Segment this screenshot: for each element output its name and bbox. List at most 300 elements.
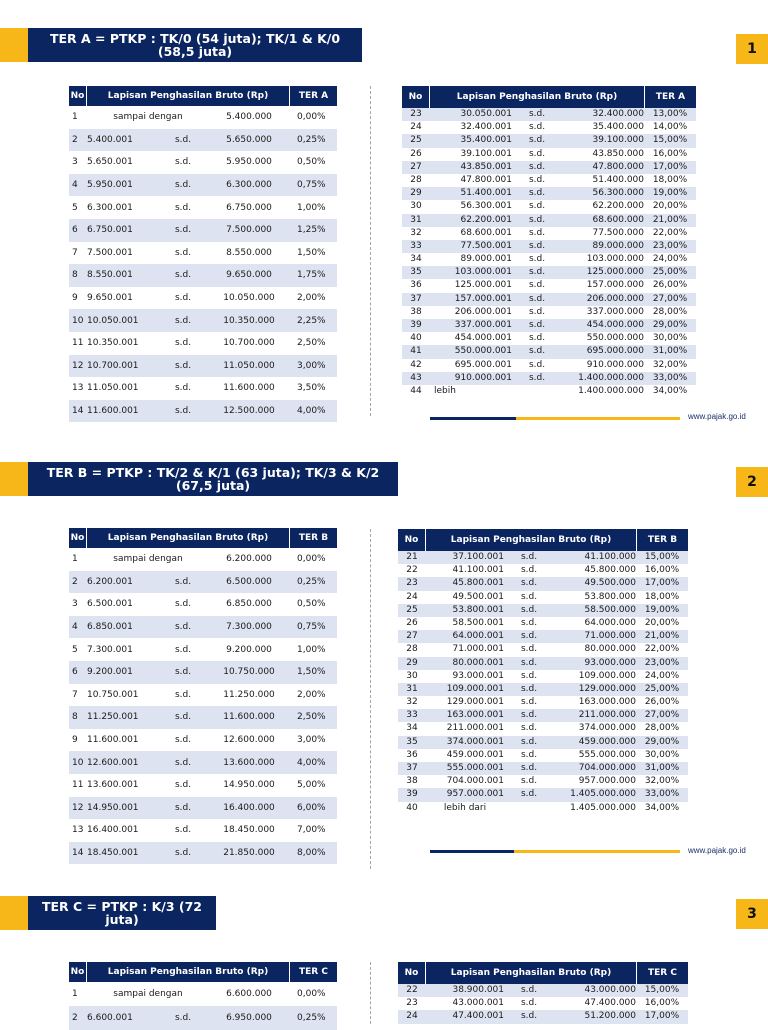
- header-range: Lapisan Penghasilan Bruto (Rp): [107, 533, 269, 543]
- row-rate: 18,00%: [644, 591, 680, 602]
- row-no: 13: [72, 383, 84, 394]
- header-no: No: [69, 86, 87, 106]
- row-from: 10.050.001: [87, 315, 139, 326]
- row-rate: 0,00%: [297, 989, 326, 999]
- row-no: 5: [72, 202, 78, 213]
- row-from: 64.000.001: [452, 631, 504, 642]
- row-to: 454.000.000: [586, 320, 644, 330]
- row-sd: s.d.: [528, 346, 546, 357]
- row-from: 6.300.001: [87, 202, 133, 213]
- row-sd: s.d.: [520, 736, 538, 747]
- header-range: Lapisan Penghasilan Bruto (Rp): [456, 92, 618, 102]
- row-from: 47.800.001: [460, 174, 512, 185]
- row-rate: 25,00%: [644, 683, 680, 694]
- row-no: 7: [72, 689, 78, 700]
- row-to: 47.800.000: [592, 161, 644, 172]
- row-from: 93.000.001: [452, 670, 504, 681]
- row-rate: 26,00%: [644, 697, 680, 708]
- row-no: 43: [410, 372, 422, 383]
- row-to: 41.100.000: [584, 552, 636, 562]
- row-from: 14.950.001: [87, 802, 139, 813]
- row-from: 11.250.001: [87, 712, 139, 723]
- row-rate: 0,00%: [297, 554, 326, 565]
- row-no: 1: [72, 989, 78, 999]
- row-from: 35.400.001: [460, 135, 512, 146]
- row-no: 32: [410, 227, 422, 238]
- row-no: 12: [72, 802, 84, 813]
- row-from: 49.500.001: [452, 591, 504, 602]
- ter-a-table-right: [402, 86, 696, 398]
- row-no: 28: [410, 174, 422, 185]
- row-from: 51.400.001: [460, 188, 512, 199]
- row-to: 49.500.000: [584, 578, 636, 589]
- row-sd: s.d.: [174, 383, 192, 394]
- row-from: 32.400.001: [460, 122, 512, 133]
- row-from: 89.000.001: [460, 254, 512, 265]
- row-to: 68.600.000: [592, 214, 644, 225]
- section-b-title: [28, 462, 398, 496]
- row-to: 6.600.000: [226, 989, 272, 999]
- row-to: 11.600.000: [223, 383, 275, 394]
- row-from: 555.000.001: [446, 763, 504, 773]
- row-no: 9: [72, 735, 78, 746]
- row-to: 109.000.000: [578, 670, 636, 681]
- row-sd: s.d.: [174, 735, 192, 746]
- row-from: 43.000.001: [452, 998, 504, 1009]
- section-a-footer-line-navy: [430, 417, 516, 420]
- row-from: 37.100.001: [452, 552, 504, 562]
- row-from: 6.200.001: [87, 576, 133, 587]
- row-rate: 24,00%: [652, 254, 688, 265]
- section-a-accent-bar: [0, 28, 28, 62]
- row-no: 23: [410, 109, 422, 119]
- row-rate: 2,00%: [297, 293, 326, 304]
- row-no: 40: [406, 802, 418, 813]
- row-rate: 4,00%: [297, 757, 326, 768]
- row-sd: s.d.: [520, 578, 538, 589]
- table-row: [69, 548, 337, 571]
- ter-b-table-left: [69, 528, 337, 864]
- row-sd: s.d.: [520, 723, 538, 734]
- section-a-divider: [370, 86, 371, 416]
- row-from: 62.200.001: [460, 214, 512, 225]
- section-a-footer-line-yellow: [516, 417, 680, 420]
- row-sd: s.d.: [520, 749, 538, 760]
- row-to: 103.000.000: [586, 254, 644, 265]
- row-from: 6.600.001: [87, 1013, 133, 1023]
- row-rate: 4,00%: [297, 406, 326, 417]
- row-rate: 19,00%: [644, 604, 680, 615]
- row-no: 3: [72, 157, 78, 168]
- row-sd: s.d.: [174, 802, 192, 813]
- row-to: 12.600.000: [223, 735, 275, 746]
- row-from: 695.000.001: [454, 359, 512, 370]
- header-ter: TER B: [289, 528, 337, 548]
- row-to: 56.300.000: [592, 188, 644, 199]
- row-to: 58.500.000: [584, 604, 636, 615]
- table-row: [398, 630, 688, 643]
- row-rate: 25,00%: [652, 267, 688, 278]
- table-row: [69, 616, 337, 639]
- row-sd: s.d.: [528, 320, 546, 330]
- row-rate: 34,00%: [652, 385, 688, 396]
- table-row: [69, 242, 337, 265]
- row-from: 10.700.001: [87, 360, 139, 371]
- row-from: 9.200.001: [87, 667, 133, 678]
- row-from: 550.000.001: [454, 346, 512, 357]
- table-row: [69, 196, 337, 219]
- row-sd: s.d.: [528, 293, 546, 304]
- row-no: 41: [410, 346, 422, 357]
- table-row: [402, 108, 696, 121]
- row-to: 5.950.000: [226, 157, 272, 168]
- row-no: 10: [72, 757, 84, 768]
- row-from: 8.550.001: [87, 270, 133, 281]
- row-to: 53.800.000: [584, 591, 636, 602]
- section-c-title: [28, 896, 216, 930]
- row-range-text: sampai dengan: [113, 989, 183, 999]
- row-sd: s.d.: [174, 180, 192, 191]
- row-to: 163.000.000: [578, 697, 636, 708]
- row-no: 23: [406, 578, 418, 589]
- table-row: [69, 264, 337, 287]
- row-from: 163.000.001: [446, 710, 504, 721]
- row-rate: 1,00%: [297, 202, 326, 213]
- table-row: [69, 819, 337, 842]
- row-rate: 0,25%: [297, 134, 326, 145]
- header-ter: TER C: [289, 962, 337, 982]
- row-to: 9.650.000: [226, 270, 272, 281]
- table-row: [402, 385, 696, 398]
- row-to: 6.500.000: [226, 576, 272, 587]
- row-rate: 5,00%: [297, 780, 326, 791]
- row-no: 35: [410, 267, 422, 278]
- table-row: [69, 593, 337, 616]
- row-from: lebih dari: [443, 802, 487, 813]
- table-row: [402, 200, 696, 213]
- row-no: 12: [72, 360, 84, 371]
- table-row: [402, 266, 696, 279]
- table-header: [398, 962, 688, 984]
- row-sd: s.d.: [174, 406, 192, 417]
- row-no: 24: [406, 1011, 418, 1022]
- row-no: 2: [72, 576, 78, 587]
- row-to: 211.000.000: [578, 710, 636, 721]
- row-from: 53.800.001: [452, 604, 504, 615]
- row-no: 39: [406, 789, 418, 800]
- header-range: Lapisan Penghasilan Bruto (Rp): [107, 967, 269, 977]
- row-no: 42: [410, 359, 422, 370]
- table-row: [402, 161, 696, 174]
- row-no: 24: [406, 591, 418, 602]
- row-rate: 32,00%: [652, 359, 688, 370]
- row-no: 9: [72, 293, 78, 304]
- table-row: [398, 604, 688, 617]
- table-row: [69, 151, 337, 174]
- section-a-website: www.pajak.go.id: [688, 412, 746, 421]
- row-from: 58.500.001: [452, 617, 504, 628]
- row-rate: 30,00%: [644, 749, 680, 760]
- row-sd: s.d.: [174, 712, 192, 723]
- row-no: 28: [406, 644, 418, 655]
- row-no: 38: [410, 306, 422, 317]
- header-range: Lapisan Penghasilan Bruto (Rp): [107, 91, 269, 101]
- row-rate: 16,00%: [644, 565, 680, 576]
- table-row: [402, 227, 696, 240]
- table-row: [398, 775, 688, 788]
- row-to: 1.405.000.000: [570, 789, 636, 800]
- header-ter: TER A: [289, 86, 337, 106]
- header-ter: TER B: [636, 529, 688, 551]
- row-sd: s.d.: [528, 122, 546, 133]
- row-sd: s.d.: [520, 670, 538, 681]
- table-row: [398, 709, 688, 722]
- row-no: 14: [72, 848, 84, 859]
- row-from: 12.600.001: [87, 757, 139, 768]
- row-sd: s.d.: [528, 148, 546, 159]
- row-sd: s.d.: [528, 280, 546, 291]
- row-sd: s.d.: [528, 201, 546, 212]
- row-no: 33: [406, 710, 418, 721]
- row-rate: 30,00%: [652, 333, 688, 344]
- row-from: 125.000.001: [454, 280, 512, 291]
- row-sd: s.d.: [528, 161, 546, 172]
- row-to: 7.500.000: [226, 225, 272, 236]
- row-to: 14.950.000: [223, 780, 275, 791]
- table-row: [69, 706, 337, 729]
- row-rate: 17,00%: [644, 578, 680, 589]
- row-rate: 2,50%: [297, 338, 326, 349]
- section-b-title-line1: TER B = PTKP : TK/2 & K/1 (63 juta); TK/3 & K/2: [46, 465, 380, 480]
- row-from: 6.850.001: [87, 622, 133, 633]
- section-b-number-badge: 2: [736, 467, 768, 497]
- row-sd: s.d.: [174, 667, 192, 678]
- row-to: 10.350.000: [223, 315, 275, 326]
- table-row: [402, 187, 696, 200]
- row-rate: 29,00%: [644, 736, 680, 747]
- row-from: 459.000.001: [446, 749, 504, 760]
- row-rate: 14,00%: [652, 122, 688, 133]
- table-row: [69, 684, 337, 707]
- row-no: 35: [406, 736, 418, 747]
- table-row: [69, 129, 337, 152]
- row-rate: 20,00%: [652, 201, 688, 212]
- row-rate: 19,00%: [652, 188, 688, 199]
- row-rate: 2,00%: [297, 689, 326, 700]
- row-to: 16.400.000: [223, 802, 275, 813]
- row-from: 43.850.001: [460, 161, 512, 172]
- row-to: 77.500.000: [592, 227, 644, 238]
- table-row: [69, 219, 337, 242]
- row-no: 36: [410, 280, 422, 291]
- row-sd: s.d.: [528, 306, 546, 317]
- row-to: 51.400.000: [592, 174, 644, 185]
- row-no: 39: [410, 320, 422, 330]
- row-to: 47.400.000: [584, 998, 636, 1009]
- row-no: 31: [406, 683, 418, 694]
- row-no: 44: [410, 385, 422, 396]
- row-rate: 27,00%: [644, 710, 680, 721]
- table-row: [69, 774, 337, 797]
- row-from: 957.000.001: [446, 789, 504, 800]
- row-no: 33: [410, 240, 422, 251]
- table-row: [69, 571, 337, 594]
- row-rate: 28,00%: [652, 306, 688, 317]
- row-from: 7.300.001: [87, 644, 133, 655]
- row-no: 4: [72, 622, 78, 633]
- table-row: [69, 332, 337, 355]
- row-to: 39.100.000: [592, 135, 644, 146]
- table-row: [69, 355, 337, 378]
- row-sd: s.d.: [174, 225, 192, 236]
- table-row: [402, 279, 696, 292]
- row-no: 23: [406, 998, 418, 1009]
- row-to: 10.750.000: [223, 667, 275, 678]
- row-from: 47.400.001: [452, 1011, 504, 1022]
- table-row: [69, 797, 337, 820]
- row-to: 704.000.000: [578, 763, 636, 773]
- row-no: 38: [406, 776, 418, 787]
- section-b-website: www.pajak.go.id: [688, 846, 746, 855]
- row-rate: 6,00%: [297, 802, 326, 813]
- row-sd: s.d.: [520, 710, 538, 721]
- row-sd: s.d.: [174, 360, 192, 371]
- row-to: 7.300.000: [226, 622, 272, 633]
- row-sd: s.d.: [520, 644, 538, 655]
- row-no: 6: [72, 225, 78, 236]
- row-from: 39.100.001: [460, 148, 512, 159]
- row-no: 37: [406, 763, 418, 773]
- row-no: 13: [72, 825, 84, 836]
- row-sd: s.d.: [528, 240, 546, 251]
- row-rate: 33,00%: [652, 372, 688, 383]
- row-no: 11: [72, 338, 84, 349]
- row-from: 80.000.001: [452, 657, 504, 668]
- table-row: [402, 319, 696, 332]
- row-to: 45.800.000: [584, 565, 636, 576]
- row-from: 7.500.001: [87, 247, 133, 258]
- row-no: 34: [410, 254, 422, 265]
- row-to: 89.000.000: [592, 240, 644, 251]
- table-row: [398, 788, 688, 801]
- header-ter: TER A: [644, 86, 696, 108]
- row-rate: 2,50%: [297, 712, 326, 723]
- table-row: [69, 106, 337, 129]
- row-sd: s.d.: [520, 617, 538, 628]
- table-row: [69, 982, 337, 1006]
- row-no: 29: [406, 657, 418, 668]
- row-no: 1: [72, 554, 78, 565]
- row-sd: s.d.: [174, 848, 192, 859]
- row-rate: 29,00%: [652, 320, 688, 330]
- row-no: 14: [72, 406, 84, 417]
- row-to: 129.000.000: [578, 683, 636, 694]
- row-rate: 1,00%: [297, 644, 326, 655]
- row-from: lebih: [434, 385, 456, 396]
- table-row: [69, 400, 337, 423]
- table-row: [398, 670, 688, 683]
- table-row: [69, 842, 337, 865]
- table-row: [402, 332, 696, 345]
- row-no: 7: [72, 247, 78, 258]
- row-no: 25: [410, 135, 422, 146]
- row-to: 5.650.000: [226, 134, 272, 145]
- row-from: 9.650.001: [87, 293, 133, 304]
- row-from: 11.050.001: [87, 383, 139, 394]
- row-sd: s.d.: [174, 599, 192, 610]
- row-no: 24: [410, 122, 422, 133]
- table-row: [398, 657, 688, 670]
- table-row: [69, 729, 337, 752]
- row-to: 35.400.000: [592, 122, 644, 133]
- row-no: 3: [72, 599, 78, 610]
- row-range-text: sampai dengan: [113, 554, 183, 565]
- row-sd: s.d.: [174, 338, 192, 349]
- table-row: [402, 372, 696, 385]
- row-no: 30: [406, 670, 418, 681]
- row-sd: s.d.: [174, 270, 192, 281]
- table-row: [69, 174, 337, 197]
- row-rate: 0,25%: [297, 576, 326, 587]
- row-rate: 0,50%: [297, 599, 326, 610]
- row-rate: 3,50%: [297, 383, 326, 394]
- row-from: 129.000.001: [446, 697, 504, 708]
- row-rate: 0,00%: [297, 112, 326, 123]
- row-no: 40: [410, 333, 422, 344]
- table-row: [402, 174, 696, 187]
- row-from: 704.000.001: [446, 776, 504, 787]
- row-to: 695.000.000: [586, 346, 644, 357]
- row-sd: s.d.: [528, 135, 546, 146]
- row-no: 26: [410, 148, 422, 159]
- header-no: No: [398, 529, 426, 551]
- row-from: 103.000.001: [454, 267, 512, 278]
- row-sd: s.d.: [174, 315, 192, 326]
- row-sd: s.d.: [528, 333, 546, 344]
- section-b-footer-line-yellow: [514, 850, 680, 853]
- table-row: [398, 643, 688, 656]
- row-rate: 1,50%: [297, 247, 326, 258]
- row-sd: s.d.: [174, 825, 192, 836]
- header-no: No: [69, 528, 87, 548]
- row-sd: s.d.: [174, 644, 192, 655]
- ter-c-table-right: [398, 962, 688, 1024]
- row-sd: s.d.: [520, 763, 538, 773]
- row-from: 38.900.001: [452, 985, 504, 995]
- table-row: [398, 577, 688, 590]
- row-sd: s.d.: [520, 697, 538, 708]
- row-sd: s.d.: [174, 202, 192, 213]
- table-header: [69, 86, 337, 106]
- row-to: 1.400.000.000: [578, 372, 644, 383]
- row-no: 22: [406, 985, 418, 995]
- row-sd: s.d.: [520, 789, 538, 800]
- row-from: 18.450.001: [87, 848, 139, 859]
- row-sd: s.d.: [174, 1013, 192, 1023]
- table-row: [398, 1010, 688, 1023]
- row-rate: 23,00%: [652, 240, 688, 251]
- row-rate: 31,00%: [652, 346, 688, 357]
- row-from: 45.800.001: [452, 578, 504, 589]
- row-from: 5.650.001: [87, 157, 133, 168]
- row-from: 11.600.001: [87, 406, 139, 417]
- table-row: [69, 309, 337, 332]
- row-sd: s.d.: [520, 985, 538, 995]
- row-sd: s.d.: [174, 293, 192, 304]
- row-rate: 22,00%: [644, 644, 680, 655]
- row-rate: 13,00%: [652, 109, 688, 119]
- row-no: 30: [410, 201, 422, 212]
